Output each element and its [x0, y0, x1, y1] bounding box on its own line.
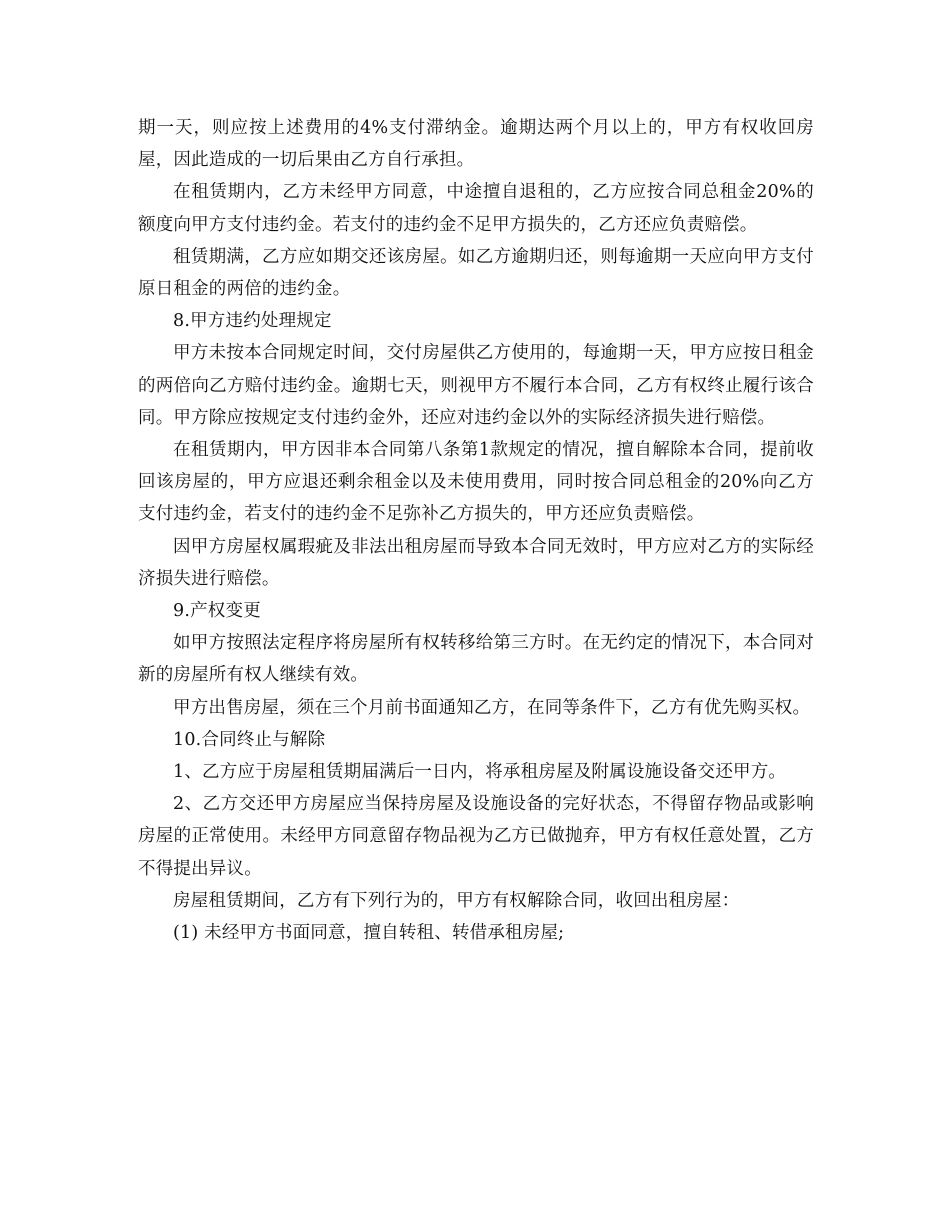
- clause-2-condition: 2、乙方交还甲方房屋应当保持房屋及设施设备的完好状态，不得留存物品或影响房屋的正常使用。未经甲方同意留存物品视为乙方已做抛弃，甲方有权任意处置，乙方不得提出异议。: [138, 794, 814, 879]
- paragraph-termination-grounds: 房屋租赁期间，乙方有下列行为的，甲方有权解除合同，收回出租房屋：: [173, 890, 740, 911]
- paragraph-title-defect: 因甲方房屋权属瑕疵及非法出租房屋而导致本合同无效时，甲方应对乙方的实际经济损失进行赔偿。: [138, 536, 814, 589]
- section-heading-10: 10.合同终止与解除: [173, 729, 326, 750]
- clause-1-return-premises: 1、乙方应于房屋租赁期届满后一日内，将承租房屋及附属设施设备交还甲方。: [173, 762, 787, 783]
- document-body: [138, 112, 814, 949]
- paragraph-early-termination: 在租赁期内，乙方未经甲方同意，中途擅自退租的，乙方应按合同总租金20%的额度向甲方支付违约金。若支付的违约金不足甲方损失的，乙方还应负责赔偿。: [138, 182, 814, 235]
- paragraph-late-delivery: 甲方未按本合同规定时间，交付房屋供乙方使用的，每逾期一天，甲方应按日租金的两倍向乙方赔付违约金。逾期七天，则视甲方不履行本合同，乙方有权终止履行该合同。甲方除应按规定支付违约金外，还应对违约金以外的实际经济损失进行赔偿。: [138, 343, 814, 428]
- paragraph-late-fee: 期一天，则应按上述费用的4%支付滞纳金。逾期达两个月以上的，甲方有权收回房屋，因此造成的一切后果由乙方自行承担。: [138, 118, 814, 171]
- paragraph-return-on-expiry: 租赁期满，乙方应如期交还该房屋。如乙方逾期归还，则每逾期一天应向甲方支付原日租金的两倍的违约金。: [138, 246, 814, 300]
- paragraph-ownership-transfer: 如甲方按照法定程序将房屋所有权转移给第三方时。在无约定的情况下，本合同对新的房屋所有权人继续有效。: [138, 633, 814, 686]
- paragraph-right-of-first-refusal: 甲方出售房屋，须在三个月前书面通知乙方，在同等条件下，乙方有优先购买权。: [173, 697, 811, 718]
- paragraph-landlord-termination: 在租赁期内，甲方因非本合同第八条第1款规定的情况，擅自解除本合同，提前收回该房屋的，甲方应退还剩余租金以及未使用费用，同时按合同总租金的20%向乙方支付违约金，若支付的违约金不足弥补乙方损失的，甲方还应负责赔偿。: [138, 440, 814, 525]
- section-heading-9: 9.产权变更: [173, 601, 261, 622]
- list-item-1-sublet: (1) 未经甲方书面同意，擅自转租、转借承租房屋;: [173, 923, 565, 944]
- section-heading-8: 8.甲方违约处理规定: [173, 311, 332, 332]
